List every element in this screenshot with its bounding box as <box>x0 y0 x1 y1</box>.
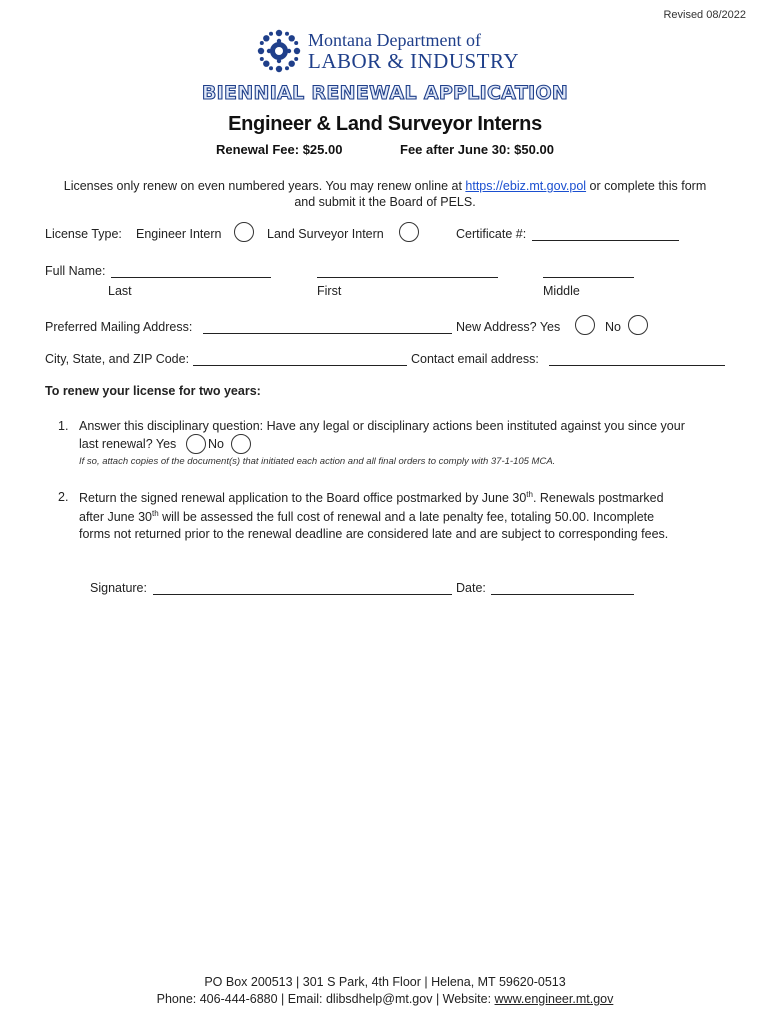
new-address-yes-radio[interactable] <box>575 315 595 335</box>
footer-address: PO Box 200513 | 301 S Park, 4th Floor | Helena, MT 59620-0513 <box>204 975 566 989</box>
online-renewal-link[interactable]: https://ebiz.mt.gov.pol <box>465 179 587 193</box>
return-instructions-line-2 <box>79 509 654 524</box>
return-text-1a: Return the signed renewal application to the Board office postmarked by June 30 <box>79 491 527 506</box>
item-1-number: 1. <box>58 419 69 433</box>
first-name-caption: First <box>317 284 342 298</box>
superscript-th-2: th <box>151 509 159 518</box>
department-logo <box>256 28 518 78</box>
license-type-label: License Type: <box>45 227 122 241</box>
revised-date: Revised 08/2022 <box>663 9 746 21</box>
disciplinary-question-line-2: last renewal? Yes <box>79 437 177 451</box>
new-address-no-label: No <box>605 320 621 334</box>
renewal-fee: Renewal Fee: $25.00 <box>216 142 343 157</box>
disciplinary-no-label: No <box>208 437 224 451</box>
mailing-address-label: Preferred Mailing Address: <box>45 320 193 334</box>
signature-label: Signature: <box>90 581 147 595</box>
website-link[interactable]: www.engineer.mt.gov <box>494 992 614 1006</box>
contact-email-field[interactable] <box>549 365 725 366</box>
full-name-label: Full Name: <box>45 264 106 278</box>
signature-field[interactable] <box>153 594 452 595</box>
new-address-no-radio[interactable] <box>628 315 648 335</box>
item-2-number: 2. <box>58 490 69 504</box>
late-fee: Fee after June 30: $50.00 <box>400 142 554 157</box>
footer-contact <box>0 992 770 1006</box>
last-name-field[interactable] <box>111 277 271 278</box>
intro-line-1 <box>0 179 770 193</box>
date-field[interactable] <box>491 594 634 595</box>
engineer-intern-label: Engineer Intern <box>136 227 222 241</box>
new-address-question: New Address? Yes <box>456 320 561 334</box>
date-label: Date: <box>456 581 486 595</box>
renew-heading: To renew your license for two years: <box>45 384 261 398</box>
middle-name-field[interactable] <box>543 277 634 278</box>
land-surveyor-intern-radio[interactable] <box>399 222 419 242</box>
mailing-address-field[interactable] <box>203 333 452 334</box>
footer-phone-email: Phone: 406-444-6880 | Email: dlibsdhelp@mt.gov | Website: <box>156 992 495 1006</box>
middle-name-caption: Middle <box>543 284 580 298</box>
return-instructions-line-1 <box>79 490 664 505</box>
land-surveyor-intern-label: Land Surveyor Intern <box>267 227 384 241</box>
intro-text-end: or complete this form <box>586 179 707 193</box>
certificate-label: Certificate #: <box>456 227 527 241</box>
first-name-field[interactable] <box>317 277 498 278</box>
gear-emblem-icon <box>256 28 302 74</box>
city-state-zip-field[interactable] <box>193 365 407 366</box>
disciplinary-no-radio[interactable] <box>231 434 251 454</box>
logo-line-1: Montana Department of <box>308 30 481 50</box>
form-subtitle: Engineer & Land Surveyor Interns <box>228 113 542 135</box>
disciplinary-question-line-1: Answer this disciplinary question: Have any legal or disciplinary actions been instituted against you since your <box>79 419 685 433</box>
city-state-zip-label: City, State, and ZIP Code: <box>45 352 190 366</box>
disciplinary-note: If so, attach copies of the document(s) that initiated each action and all final orders to comply with 37-1-105 MCA. <box>79 456 556 467</box>
return-text-1b: . Renewals postmarked <box>532 491 664 506</box>
contact-email-label: Contact email address: <box>411 352 539 366</box>
last-name-caption: Last <box>108 284 132 298</box>
return-text-2b: will be assessed the full cost of renewal and a late penalty fee, totaling 50.00. Incomplete <box>158 510 655 525</box>
certificate-number-field[interactable] <box>532 240 679 241</box>
intro-text-start: Licenses only renew on even numbered years. You may renew online at <box>63 179 466 193</box>
disciplinary-yes-radio[interactable] <box>186 434 206 454</box>
logo-line-2: LABOR & INDUSTRY <box>308 49 520 73</box>
return-instructions-line-3: forms not returned prior to the renewal deadline are considered late and are subject to corresponding fees. <box>79 527 669 541</box>
superscript-th-1: th <box>526 490 533 499</box>
intro-line-2: and submit it the Board of PELS. <box>294 195 476 209</box>
engineer-intern-radio[interactable] <box>234 222 254 242</box>
return-text-2a: after June 30 <box>79 510 152 525</box>
form-title: BIENNIAL RENEWAL APPLICATION <box>201 82 569 104</box>
